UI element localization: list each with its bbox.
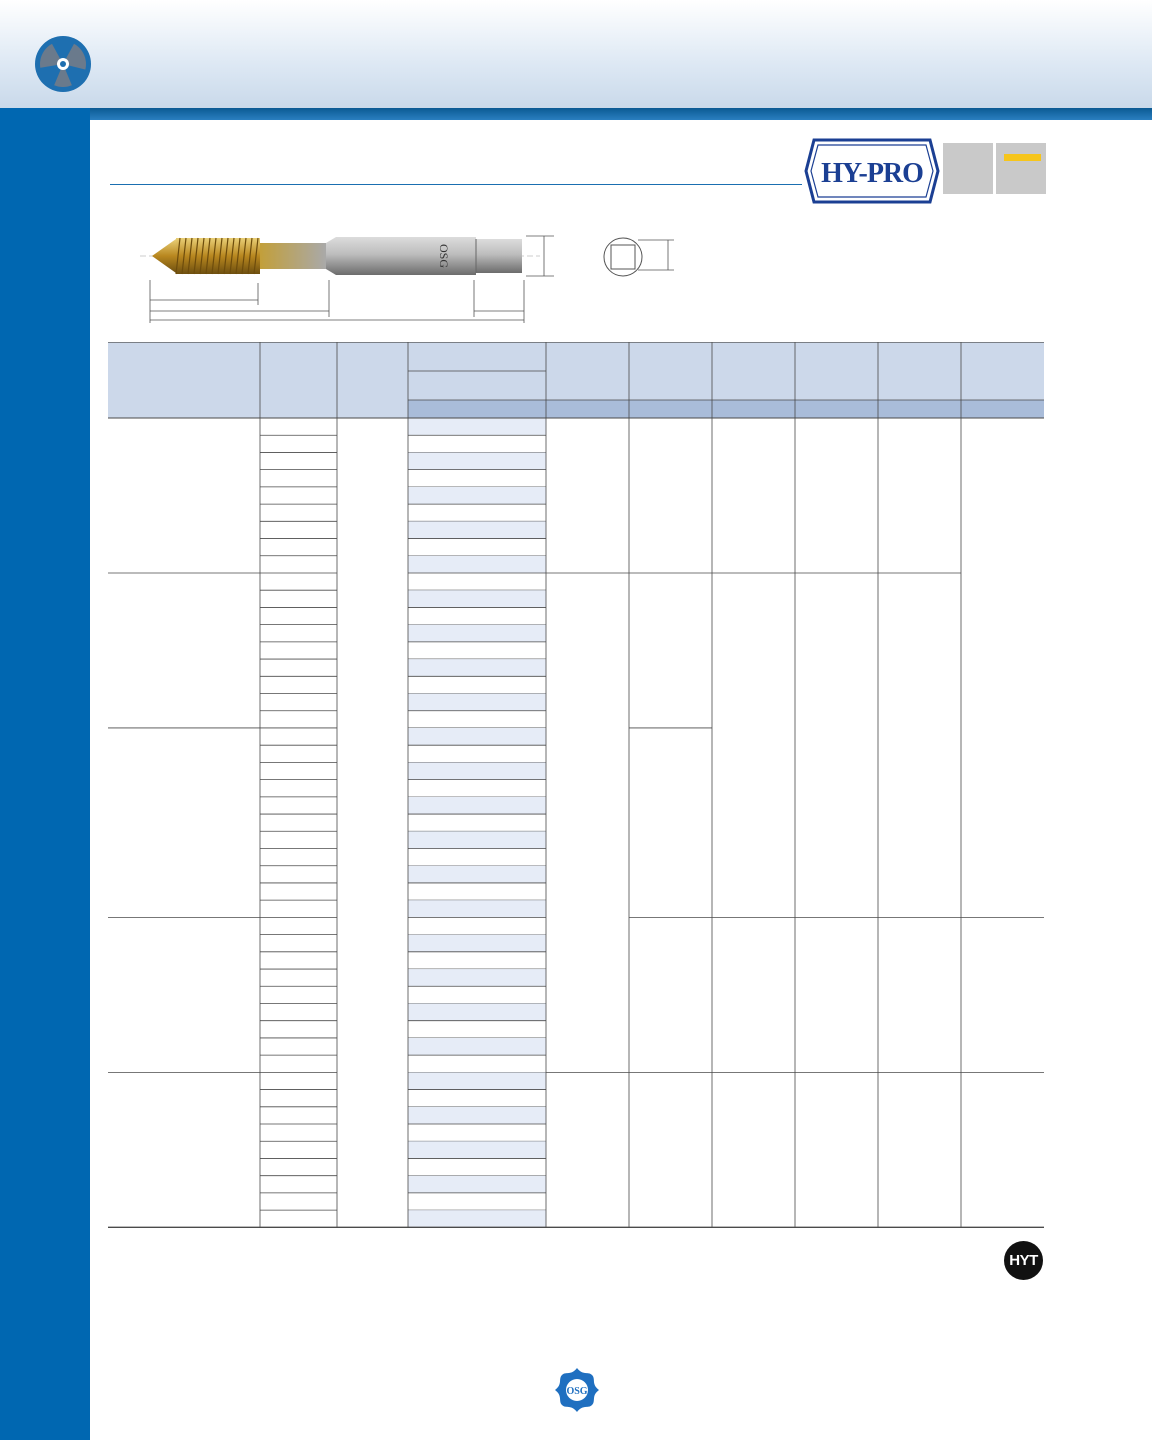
table-row-stripe bbox=[408, 1038, 546, 1055]
spec-table bbox=[108, 342, 1044, 1232]
category-tab-gray-accent bbox=[996, 143, 1046, 194]
table-row-stripe bbox=[408, 694, 546, 711]
tap-neck bbox=[260, 243, 326, 269]
hy-pro-logo bbox=[804, 138, 940, 204]
footer-logo-text: OSG bbox=[566, 1386, 588, 1397]
table-row-stripe bbox=[408, 659, 546, 676]
hyt-badge: HYT bbox=[1004, 1241, 1043, 1280]
tool-marking: OSG bbox=[437, 243, 451, 269]
table-row-stripe bbox=[408, 1176, 546, 1193]
title-underline bbox=[110, 184, 802, 185]
table-row-stripe bbox=[408, 590, 546, 607]
table-subheader-strip bbox=[408, 400, 1044, 418]
tap-chamfer bbox=[152, 239, 176, 273]
table-row-stripe bbox=[408, 418, 546, 435]
table-row-stripe bbox=[408, 556, 546, 573]
tap-shank bbox=[336, 237, 476, 275]
table-row-stripe bbox=[408, 1107, 546, 1124]
square-end-diagram bbox=[598, 232, 678, 278]
osg-footer-logo bbox=[554, 1367, 600, 1413]
table-row-stripe bbox=[408, 1210, 546, 1227]
table-row-stripe bbox=[408, 1072, 546, 1089]
table-row-stripe bbox=[408, 900, 546, 917]
table-row-stripe bbox=[408, 762, 546, 779]
table-row-stripe bbox=[408, 452, 546, 469]
table-row-stripe bbox=[408, 625, 546, 642]
table-row-stripe bbox=[408, 487, 546, 504]
saw-blade-icon bbox=[33, 34, 93, 94]
tap-tool-diagram bbox=[140, 225, 560, 325]
table-row-stripe bbox=[408, 797, 546, 814]
header-rule bbox=[0, 108, 1152, 120]
table-row-stripe bbox=[408, 935, 546, 952]
table-row-stripe bbox=[408, 521, 546, 538]
category-tab-gray bbox=[943, 143, 993, 194]
table-row-stripe bbox=[408, 1141, 546, 1158]
brand-logo-text: HY-PRO bbox=[821, 158, 923, 189]
table-row-stripe bbox=[408, 831, 546, 848]
table-row-stripe bbox=[408, 1003, 546, 1020]
left-color-band bbox=[0, 108, 90, 1440]
category-accent-bar bbox=[1004, 154, 1041, 161]
page-header-band bbox=[0, 0, 1152, 108]
table-row-stripe bbox=[408, 969, 546, 986]
table-row-stripe bbox=[408, 866, 546, 883]
tap-square bbox=[476, 239, 522, 273]
table-row-stripe bbox=[408, 728, 546, 745]
